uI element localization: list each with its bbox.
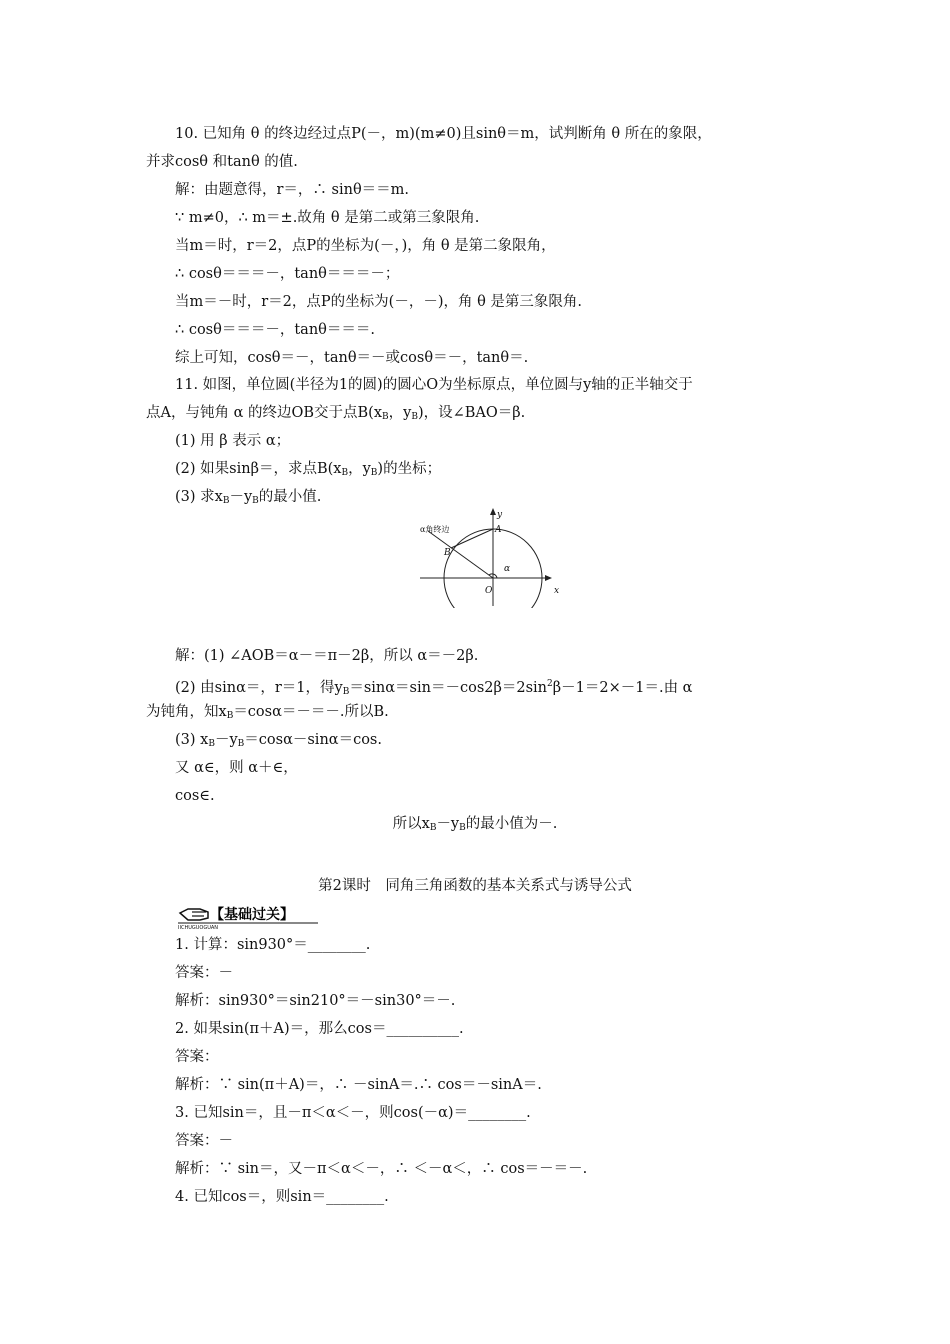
section-badge-pinyin: JICHUGUOGUAN bbox=[178, 925, 219, 929]
x-axis-arrow bbox=[545, 575, 552, 581]
solution-line: 解：由题意得，r＝，∴ sinθ＝＝m. bbox=[175, 182, 410, 198]
label-x: x bbox=[554, 586, 560, 596]
problem-10-statement-cont: 并求cosθ 和tanθ 的值. bbox=[146, 154, 298, 170]
exercise-line: 解析：∵ sin(π＋A)＝，∴ －sinA＝.∴ cos＝－sinA＝. bbox=[175, 1077, 542, 1093]
y-axis-arrow bbox=[490, 508, 496, 515]
segment-ba bbox=[451, 529, 493, 548]
question-2: (2) 如果sinβ＝，求点$B(x_B$，$y_B$)的坐标； bbox=[175, 461, 442, 478]
terminal-side bbox=[428, 531, 493, 578]
solution-line: ∴ cosθ＝＝＝－，tanθ＝＝＝. bbox=[175, 322, 376, 338]
unit-circle-figure bbox=[418, 508, 574, 608]
exercise-line: 答案：－ bbox=[175, 1133, 233, 1149]
solution-line: 当m＝－时，r＝2，点P的坐标为(－，－)，角 θ 是第三象限角. bbox=[175, 294, 583, 310]
answer-2-cont: 为钝角，知$x_B=\cos\alpha=-=-$.所以B. bbox=[146, 704, 389, 721]
exercise-line: 解析：sin930°＝sin210°＝－sin30°＝－. bbox=[175, 993, 456, 1009]
exercise-line: 解析：∵ sin＝，又－π＜α＜－，∴ ＜－α＜，∴ cos＝－＝－. bbox=[175, 1161, 588, 1177]
problem-10-statement: 10. 已知角 θ 的终边经过点P(－，m)(m≠0)且sinθ＝m，试判断角 θ 所在的象限， bbox=[175, 126, 712, 142]
label-b: B bbox=[444, 548, 451, 558]
label-a: A bbox=[495, 525, 502, 535]
solution-line: 当m＝时，r＝2，点P的坐标为(－，)，角 θ 是第二象限角， bbox=[175, 238, 556, 254]
label-alpha: α bbox=[504, 564, 511, 574]
section-badge-label: 【基础过关】 bbox=[210, 907, 294, 923]
lesson-title: 第2课时 同角三角函数的基本关系式与诱导公式 bbox=[318, 878, 632, 894]
label-y: y bbox=[497, 510, 503, 520]
solution-line: ∴ cosθ＝＝＝－，tanθ＝＝＝－； bbox=[175, 266, 400, 282]
pointing-hand-icon bbox=[180, 909, 208, 920]
label-alpha-side: α角终边 bbox=[420, 525, 450, 534]
problem-11-statement: 11. 如图，单位圆(半径为1的圆)的圆心O为坐标原点，单位圆与y轴的正半轴交于 bbox=[175, 377, 693, 393]
answer-3-cont: cos∈. bbox=[175, 788, 215, 804]
exercise-line: 答案：－ bbox=[175, 965, 233, 981]
answer-3: (3) $x_B-y_B=\cos\alpha-\sin\alpha=\cos$. bbox=[175, 732, 382, 749]
exercise-line: 3. 已知sin＝，且－π＜α＜－，则cos(－α)＝________. bbox=[175, 1105, 531, 1121]
problem-11-statement-cont: 点A，与钝角 α 的终边OB交于点$B(x_B$，$y_B$)，设∠BAO＝β. bbox=[146, 405, 526, 422]
answer-1: 解：(1) ∠AOB＝α－＝π－2β，所以 α＝－2β. bbox=[175, 648, 479, 664]
question-1: (1) 用 β 表示 α； bbox=[175, 433, 291, 449]
exercise-line: 1. 计算：sin930°＝________. bbox=[175, 937, 371, 953]
section-badge bbox=[178, 903, 324, 929]
exercise-line: 答案： bbox=[175, 1049, 219, 1065]
answer-2: (2) 由sinα＝，r＝1，得$y_B=\sin\alpha=\sin=-\cos 2\beta=2\sin^2\beta-1=2\times-1=$.由 α bbox=[175, 679, 693, 697]
answer-3-conclusion: 所以$x_B-y_B$的最小值为－. bbox=[392, 816, 558, 833]
solution-line: 综上可知，cosθ＝－，tanθ＝－或cosθ＝－，tanθ＝. bbox=[175, 350, 529, 366]
question-3: (3) 求$x_B-y_B$的最小值. bbox=[175, 489, 322, 506]
answer-3-cont: 又 α∈，则 α＋∈， bbox=[175, 760, 298, 776]
solution-line: ∵ m≠0，∴ m＝±.故角 θ 是第二或第三象限角. bbox=[175, 210, 480, 226]
exercise-line: 2. 如果sin(π＋A)＝，那么cos＝__________. bbox=[175, 1021, 464, 1037]
exercise-line: 4. 已知cos＝，则sin＝________. bbox=[175, 1189, 389, 1205]
label-o: O bbox=[485, 586, 493, 596]
